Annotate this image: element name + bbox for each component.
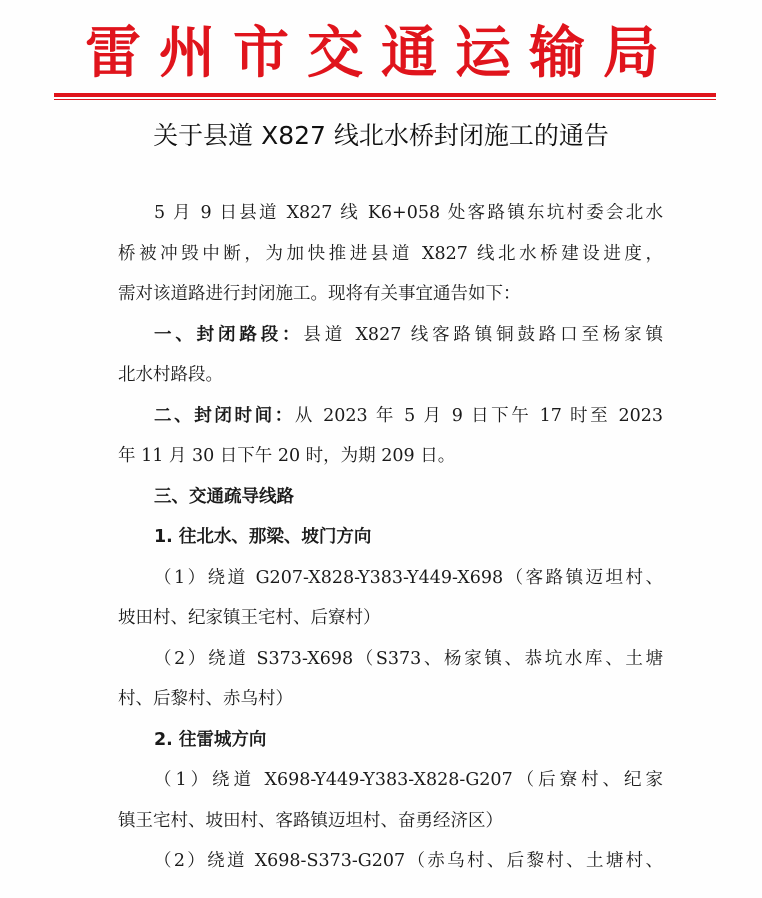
- route2-option1-line-1: （1）绕道 X698-Y449-Y383-X828-G207（后寮村、纪家: [154, 770, 663, 790]
- section2-text: 从 2023 年 5 月 9 日下午 17 时至 2023: [294, 405, 663, 426]
- section1-text: 县道 X827 线客路镇铜鼓路口至杨家镇: [303, 324, 663, 345]
- notice-title: 关于县道 X827 线北水桥封闭施工的通告: [153, 121, 609, 150]
- route2-option1-line-2: 镇王宅村、坡田村、客路镇迈坦村、奋勇经济区）: [118, 810, 503, 831]
- section1-line-2: 北水村路段。: [118, 365, 223, 385]
- section3-heading: 三、交通疏导线路: [154, 486, 294, 507]
- route2-heading: 2. 往雷城方向: [154, 729, 267, 750]
- intro-line-3: 需对该道路进行封闭施工。现将有关事宜通告如下：: [118, 284, 521, 304]
- notice-body: [118, 193, 663, 882]
- section1-line-1: [118, 315, 663, 356]
- red-divider-thin: [54, 99, 716, 100]
- route1-option2-line-1: （2）绕道 S373-X698（S373、杨家镇、恭坑水库、土塘: [154, 648, 663, 669]
- route1-option1-line-1: （1）绕道 G207-X828-Y383-Y449-X698（客路镇迈坦村、: [154, 567, 663, 588]
- org-name-header: 雷州市交通运输局: [85, 20, 677, 86]
- section2-line-2: 年 11 月 30 日下午 20 时，为期 209 日。: [118, 446, 456, 466]
- intro-line-1: 5 月 9 日县道 X827 线 K6+058 处客路镇东坑村委会北水: [154, 203, 663, 223]
- route1-heading: 1. 往北水、那梁、坡门方向: [154, 527, 372, 547]
- section2-heading: 二、封闭时间：: [154, 405, 295, 426]
- intro-line-2: 桥被冲毁中断，为加快推进县道 X827 线北水桥建设进度，: [118, 243, 663, 264]
- section1-heading: 一、封闭路段：: [154, 324, 304, 345]
- route1-option1-line-2: 坡田村、纪家镇王宅村、后寮村）: [118, 608, 381, 628]
- route1-option2-line-2: 村、后黎村、赤乌村）: [118, 689, 293, 709]
- route2-option2-line-1: （2）绕道 X698-S373-G207（赤乌村、后黎村、土塘村、: [154, 851, 663, 871]
- red-divider-thick: [54, 93, 716, 97]
- section2-line-1: [118, 396, 663, 437]
